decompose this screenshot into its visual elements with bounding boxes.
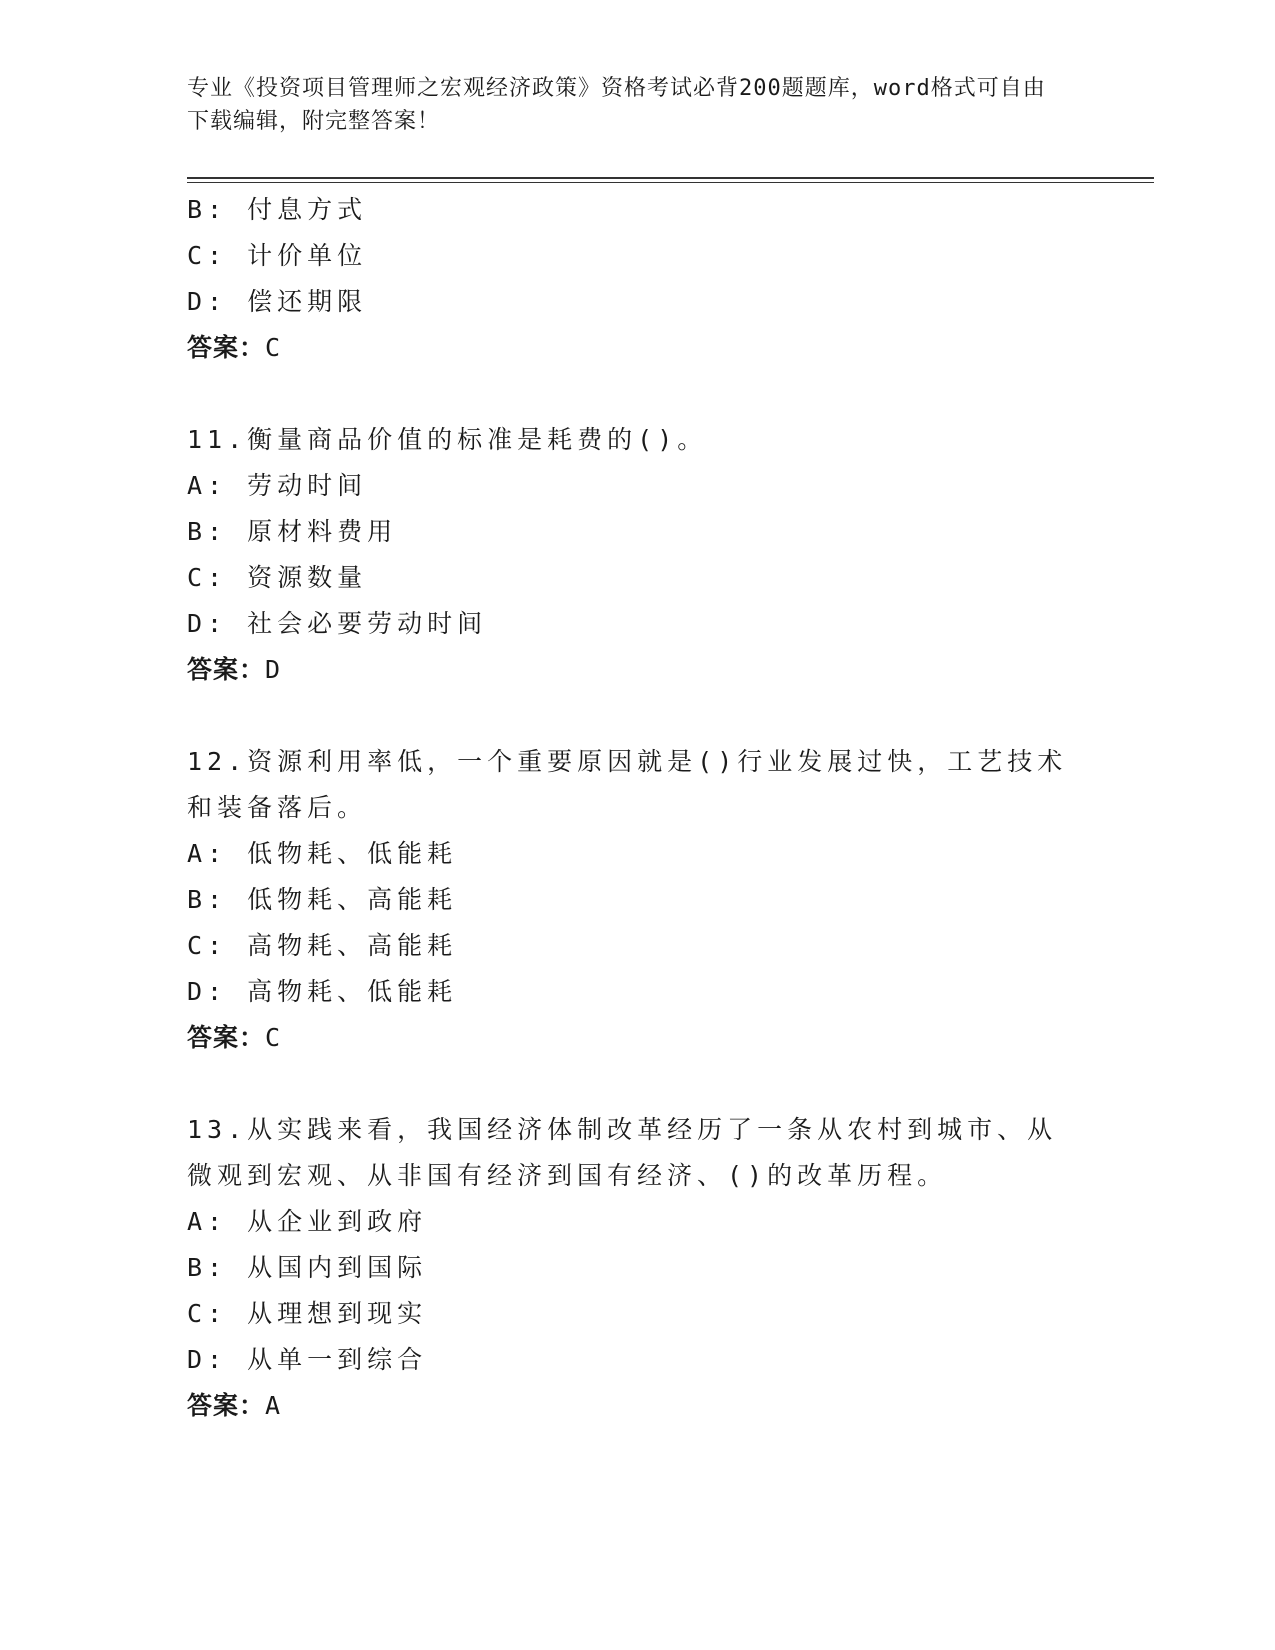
option-b xyxy=(187,1245,1087,1291)
answer-line xyxy=(187,1383,1087,1429)
option-letter: D: xyxy=(187,1345,228,1374)
option-letter: C: xyxy=(187,931,228,960)
spacer xyxy=(187,371,1087,417)
option-letter: A: xyxy=(187,1207,228,1236)
question-list xyxy=(187,187,1087,1429)
answer-label: 答案： xyxy=(187,655,266,684)
option-text: 原材料费用 xyxy=(247,517,398,546)
answer-label: 答案： xyxy=(187,333,266,362)
option-d xyxy=(187,1337,1087,1383)
option-text: 高物耗、低能耗 xyxy=(247,977,458,1006)
option-letter: B: xyxy=(187,195,228,224)
option-d xyxy=(187,601,1087,647)
answer-value: A xyxy=(265,1391,283,1420)
question-number: 12. xyxy=(187,747,248,776)
header-divider-thin xyxy=(187,182,1154,183)
option-letter: A: xyxy=(187,839,228,868)
spacer xyxy=(187,1061,1087,1107)
option-letter: D: xyxy=(187,977,228,1006)
question-stem xyxy=(187,739,1077,831)
answer-value: C xyxy=(265,333,283,362)
option-letter: C: xyxy=(187,1299,228,1328)
option-letter: B: xyxy=(187,1253,228,1282)
answer-value: D xyxy=(265,655,283,684)
option-text: 从企业到政府 xyxy=(247,1207,428,1236)
question-fragment xyxy=(187,187,1087,371)
answer-value: C xyxy=(265,1023,283,1052)
option-letter: D: xyxy=(187,287,228,316)
question-text: 资源利用率低，一个重要原因就是()行业发展过快，工艺技术和装备落后。 xyxy=(187,747,1068,822)
spacer xyxy=(187,693,1087,739)
option-c xyxy=(187,1291,1087,1337)
question-12 xyxy=(187,739,1087,1061)
option-d xyxy=(187,279,1087,325)
option-c xyxy=(187,555,1087,601)
document-header: 专业《投资项目管理师之宏观经济政策》资格考试必背200题题库，word格式可自由下载编辑，附完整答案！ xyxy=(187,76,1046,134)
option-d xyxy=(187,969,1087,1015)
question-number: 11. xyxy=(187,425,248,454)
option-letter: B: xyxy=(187,517,228,546)
question-text: 从实践来看，我国经济体制改革经历了一条从农村到城市、从微观到宏观、从非国有经济到国有经济、()的改革历程。 xyxy=(187,1115,1058,1190)
option-text: 付息方式 xyxy=(247,195,368,224)
option-text: 低物耗、低能耗 xyxy=(247,839,458,868)
question-11 xyxy=(187,417,1087,693)
option-text: 从国内到国际 xyxy=(247,1253,428,1282)
question-13 xyxy=(187,1107,1087,1429)
option-text: 从单一到综合 xyxy=(247,1345,428,1374)
option-b xyxy=(187,509,1087,555)
question-stem xyxy=(187,417,1077,463)
header-divider-thick xyxy=(187,177,1154,179)
option-letter: B: xyxy=(187,885,228,914)
answer-line xyxy=(187,325,1087,371)
option-a xyxy=(187,1199,1087,1245)
option-b xyxy=(187,187,1087,233)
option-a xyxy=(187,831,1087,877)
option-text: 偿还期限 xyxy=(247,287,368,316)
option-letter: D: xyxy=(187,609,228,638)
answer-line xyxy=(187,647,1087,693)
option-text: 从理想到现实 xyxy=(247,1299,428,1328)
option-text: 劳动时间 xyxy=(247,471,368,500)
option-text: 高物耗、高能耗 xyxy=(247,931,458,960)
question-stem xyxy=(187,1107,1077,1199)
answer-line xyxy=(187,1015,1087,1061)
option-letter: A: xyxy=(187,471,228,500)
question-number: 13. xyxy=(187,1115,248,1144)
option-letter: C: xyxy=(187,563,228,592)
option-c xyxy=(187,233,1087,279)
option-b xyxy=(187,877,1087,923)
option-text: 计价单位 xyxy=(247,241,368,270)
option-text: 社会必要劳动时间 xyxy=(247,609,488,638)
option-text: 资源数量 xyxy=(247,563,368,592)
question-text: 衡量商品价值的标准是耗费的()。 xyxy=(247,425,708,454)
answer-label: 答案： xyxy=(187,1023,266,1052)
option-c xyxy=(187,923,1087,969)
option-text: 低物耗、高能耗 xyxy=(247,885,458,914)
option-letter: C: xyxy=(187,241,228,270)
answer-label: 答案： xyxy=(187,1391,266,1420)
option-a xyxy=(187,463,1087,509)
